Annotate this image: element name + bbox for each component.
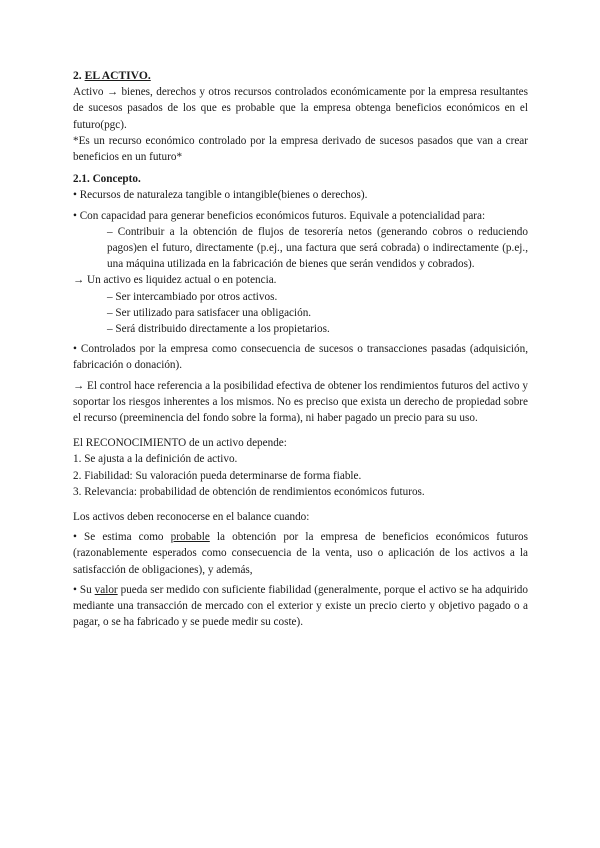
balance-b1-post: la obtención por la empresa de beneficios económicos futuros (razonablemente esperados como consecuencia de la venta, uso o aplicación de los activos a la satisfacción de obligaciones), y además, xyxy=(73,531,528,576)
liquidity-item: – Ser utilizado para satisfacer una obligación. xyxy=(107,306,312,319)
liquidity-item: – Será distribuido directamente a los propietarios. xyxy=(107,323,330,336)
balance-b2-pre: • Su xyxy=(73,583,95,596)
section-number: 2. xyxy=(73,69,82,82)
concept-bullet-benefits: • Con capacidad para generar beneficios económicos futuros. Equivale a potencialidad para: xyxy=(73,209,486,222)
concept-bullet-tangible: • Recursos de naturaleza tangible o intangible(bienes o derechos). xyxy=(73,189,368,202)
recognition-heading: El RECONOCIMIENTO de un activo depende: xyxy=(73,437,287,450)
document-page xyxy=(73,68,528,631)
section-title-text: EL ACTIVO. xyxy=(84,69,151,82)
concept-bullet-benefits-detail: – Contribuir a la obtención de flujos de tesorería netos (generando cobros o reduciendo pagos)en el futuro, directamente (p.ej., una factura que será cobrada) o indirectamente (p.ej., una máquina utilizada en la fabricación de bienes que serán vendidos y cobrados). xyxy=(107,225,528,271)
section-title xyxy=(73,68,528,84)
balance-b1-pre: • Se estima como xyxy=(73,531,171,544)
balance-bullet-probable xyxy=(73,529,528,578)
concept-bullet-control: • Controlados por la empresa como consecuencia de sucesos o transacciones pasadas (adquisición, fabricación o donación). xyxy=(73,343,528,372)
keyword-probable: probable xyxy=(170,531,210,544)
recognition-item: 2. Fiabilidad: Su valoración pueda determinarse de forma fiable. xyxy=(73,469,362,482)
activo-note: *Es un recurso económico controlado por la empresa derivado de sucesos pasados que van a crear beneficios en un futuro* xyxy=(73,134,528,164)
balance-bullet-valor xyxy=(73,582,528,631)
recognition-item: 1. Se ajusta a la definición de activo. xyxy=(73,453,238,466)
concept-heading: 2.1. Concepto. xyxy=(73,173,141,186)
control-statement: → El control hace referencia a la posibilidad efectiva de obtener los rendimientos futuros del activo y soportar los riesgos inherentes a los mismos. No es preciso que exista un derecho de propiedad sobre el recurso (preeminencia del fondo sobre la forma), ni haber pagado un precio para su uso. xyxy=(73,379,528,425)
balance-heading: Los activos deben reconocerse en el balance cuando: xyxy=(73,511,310,524)
balance-b2-post: pueda ser medido con suficiente fiabilidad (generalmente, porque el activo se ha adquirido mediante una transacción de mercado con el exterior y existe un precio cierto y objetivo pagado o a pagar, o se ha fabricado y se puede medir su coste). xyxy=(73,583,528,629)
liquidity-statement: → Un activo es liquidez actual o en potencia. xyxy=(73,274,277,287)
keyword-valor: valor xyxy=(94,583,118,596)
activo-definition: Activo → bienes, derechos y otros recursos controlados económicamente por la empresa resultantes de sucesos pasados de los que es probable que la empresa obtenga beneficios económicos en el futuro(pgc). xyxy=(73,86,528,131)
liquidity-item: – Ser intercambiado por otros activos. xyxy=(107,290,278,303)
recognition-item: 3. Relevancia: probabilidad de obtención de rendimientos económicos futuros. xyxy=(73,485,425,498)
